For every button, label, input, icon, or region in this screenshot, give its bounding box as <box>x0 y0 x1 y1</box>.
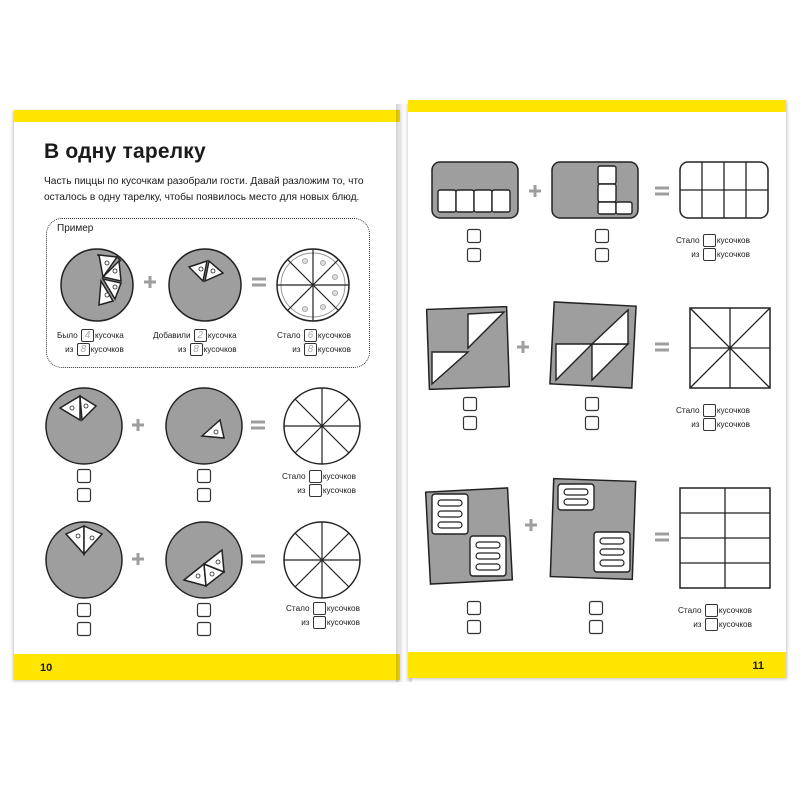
answer-box[interactable]: 8 <box>77 343 90 356</box>
caption-word: кусочков <box>716 250 750 259</box>
r1-result-caption <box>676 234 750 262</box>
caption-label: из <box>691 250 700 259</box>
caption-word: кусочков <box>718 620 752 629</box>
caption-word: кусочков <box>326 604 360 613</box>
plus-sign <box>131 418 145 432</box>
page-number: 10 <box>40 662 53 674</box>
answer-box[interactable] <box>309 470 322 483</box>
example-caption-2 <box>153 329 237 357</box>
example-plate-1 <box>59 247 135 323</box>
cake-bar-icon <box>438 190 510 212</box>
bottom-yellow-band <box>14 654 400 680</box>
caption-word: кусочков <box>317 345 351 354</box>
example-plate-2 <box>167 247 243 323</box>
example-result-pizza <box>275 247 351 323</box>
task2-answer-boxes-1[interactable] <box>76 602 92 638</box>
answer-box[interactable] <box>703 418 716 431</box>
caption-word: кусочка <box>207 331 237 340</box>
caption-word: кусочков <box>322 486 356 495</box>
caption-word: кусочков <box>716 406 750 415</box>
caption-label: Стало <box>678 606 702 615</box>
caption-label: Стало <box>277 331 301 340</box>
answer-box[interactable] <box>309 484 322 497</box>
example-box <box>46 218 370 368</box>
r3-tray-2 <box>548 476 638 582</box>
r1-result-tray <box>678 160 770 220</box>
caption-label: Стало <box>282 472 306 481</box>
caption-word: кусочков <box>718 606 752 615</box>
example-caption-result <box>277 329 351 357</box>
equals-sign <box>251 275 267 289</box>
task1-plate-1 <box>44 386 124 466</box>
r3-answer-boxes-2[interactable] <box>588 600 604 636</box>
caption-word: кусочков <box>326 618 360 627</box>
caption-label: из <box>65 345 74 354</box>
r2-result-tray <box>688 306 772 390</box>
answer-box[interactable] <box>313 602 326 615</box>
task1-result-caption <box>282 470 356 498</box>
caption-word: кусочков <box>317 331 351 340</box>
caption-label: Стало <box>676 406 700 415</box>
answer-box[interactable] <box>705 604 718 617</box>
answer-box[interactable] <box>705 618 718 631</box>
top-yellow-band <box>408 100 786 112</box>
caption-word: кусочков <box>716 236 750 245</box>
caption-word: кусочка <box>94 331 124 340</box>
caption-label: Стало <box>676 236 700 245</box>
answer-box[interactable] <box>703 404 716 417</box>
answer-box[interactable] <box>703 248 716 261</box>
plus-sign <box>524 518 538 532</box>
plus-sign <box>528 184 542 198</box>
task1-answer-boxes-2[interactable] <box>196 468 212 504</box>
equals-sign <box>654 340 670 354</box>
answer-box[interactable]: 4 <box>81 329 94 342</box>
r1-tray-2 <box>550 160 640 220</box>
right-page <box>408 100 786 678</box>
caption-word: кусочков <box>90 345 124 354</box>
task1-result-pizza <box>282 386 362 466</box>
page-title: В одну тарелку <box>44 140 206 163</box>
r2-result-caption <box>676 404 750 432</box>
caption-label: из <box>292 345 301 354</box>
left-page <box>14 110 400 680</box>
intro-text: Часть пиццы по кусочкам разобрали гости. Давай разложим то, что осталось в одну тарелку, чтобы появилось место для новых блюд. <box>44 176 364 203</box>
caption-label: из <box>297 486 306 495</box>
task1-plate-2 <box>164 386 244 466</box>
caption-label: Стало <box>286 604 310 613</box>
task2-answer-boxes-2[interactable] <box>196 602 212 638</box>
task2-plate-2 <box>164 520 244 600</box>
task2-plate-1 <box>44 520 124 600</box>
answer-box[interactable]: 6 <box>304 329 317 342</box>
equals-sign <box>654 530 670 544</box>
bottom-yellow-band <box>408 652 786 678</box>
equals-sign <box>654 184 670 198</box>
r3-result-caption <box>678 604 752 632</box>
r2-answer-boxes-2[interactable] <box>584 396 600 432</box>
example-label: Пример <box>57 223 94 234</box>
caption-label: Было <box>57 331 78 340</box>
caption-label: Добавили <box>153 331 191 340</box>
caption-label: из <box>693 620 702 629</box>
r3-result-tray <box>678 486 772 590</box>
r1-answer-boxes-1[interactable] <box>466 228 482 264</box>
task1-answer-boxes-1[interactable] <box>76 468 92 504</box>
caption-word: кусочков <box>322 472 356 481</box>
caption-word: кусочков <box>716 420 750 429</box>
answer-box[interactable]: 8 <box>190 343 203 356</box>
answer-box[interactable] <box>703 234 716 247</box>
answer-box[interactable]: 2 <box>194 329 207 342</box>
r3-tray-1 <box>424 486 514 586</box>
top-yellow-band <box>14 110 400 122</box>
page-number: 11 <box>752 660 764 672</box>
task2-result-caption <box>286 602 360 630</box>
task2-result-pizza <box>282 520 362 600</box>
r2-tray-1 <box>426 306 510 390</box>
r1-answer-boxes-2[interactable] <box>594 228 610 264</box>
answer-box[interactable] <box>313 616 326 629</box>
example-caption-1 <box>57 329 124 357</box>
r2-answer-boxes-1[interactable] <box>462 396 478 432</box>
r2-tray-2 <box>548 300 638 390</box>
equals-sign <box>250 418 266 432</box>
r1-tray-1 <box>430 160 520 220</box>
caption-label: из <box>301 618 310 627</box>
plus-sign <box>143 275 157 289</box>
r3-answer-boxes-1[interactable] <box>466 600 482 636</box>
plus-sign <box>516 340 530 354</box>
equals-sign <box>250 552 266 566</box>
answer-box[interactable]: 8 <box>304 343 317 356</box>
caption-word: кусочков <box>203 345 237 354</box>
caption-label: из <box>177 345 187 354</box>
caption-label: из <box>691 420 700 429</box>
plus-sign <box>131 552 145 566</box>
